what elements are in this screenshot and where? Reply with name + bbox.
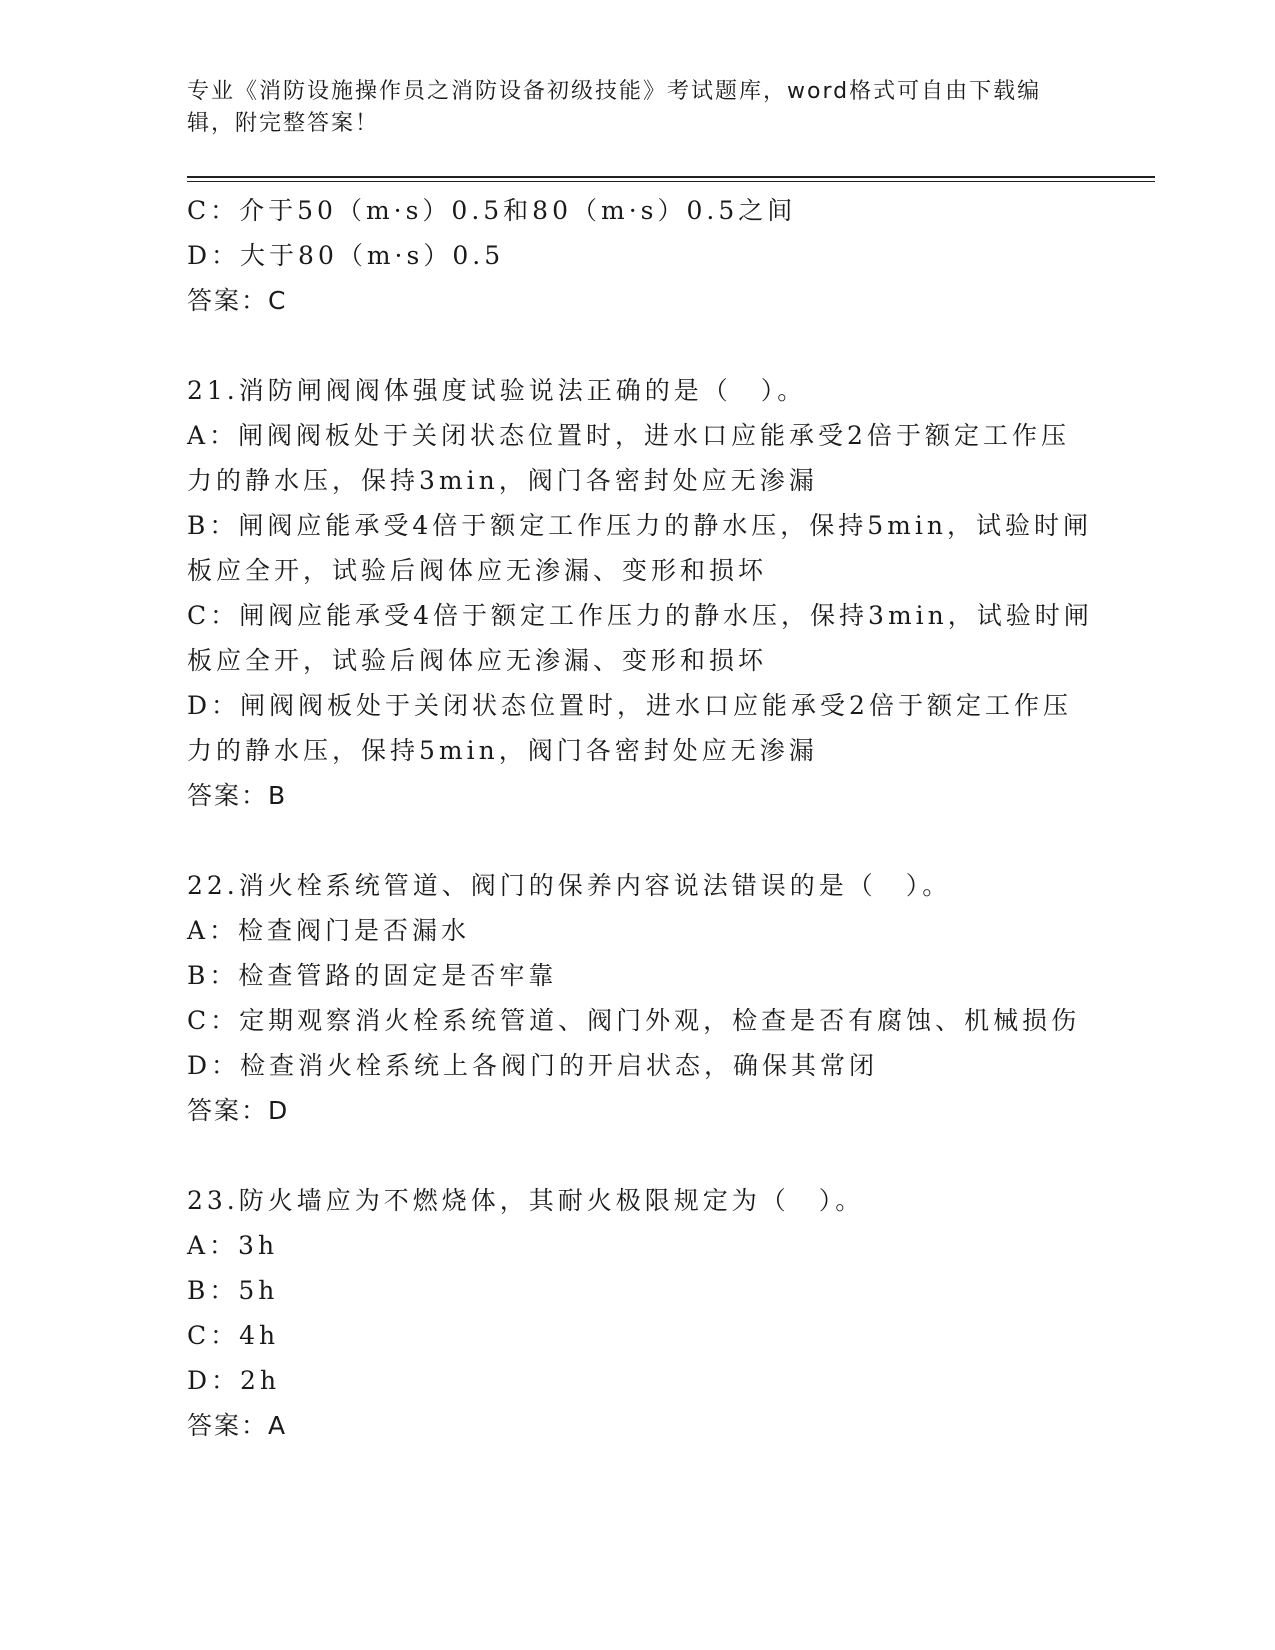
option-b: B：检查管路的固定是否牢靠 (187, 961, 558, 990)
answer-line: 答案：A (187, 1411, 288, 1440)
question-22 (187, 863, 1087, 1133)
spacer (187, 818, 1087, 863)
option-d-cont: 力的静水压，保持5min，阀门各密封处应无渗漏 (187, 736, 818, 765)
answer-line: 答案：C (187, 286, 288, 315)
option-b: B：闸阀应能承受4倍于额定工作压力的静水压，保持5min，试验时闸 (187, 511, 1092, 540)
spacer (187, 323, 1087, 368)
option-c: C：4h (187, 1321, 280, 1350)
document-header (187, 76, 1067, 140)
option-d: D：2h (187, 1366, 281, 1395)
question-23 (187, 1178, 1087, 1448)
option-c-cont: 板应全开，试验后阀体应无渗漏、变形和损坏 (187, 646, 768, 675)
header-line-1: 专业《消防设施操作员之消防设备初级技能》考试题库，word格式可自由下载编 (187, 79, 1042, 104)
question-stem: 23.防火墙应为不燃烧体，其耐火极限规定为（ ）。 (187, 1186, 865, 1215)
carryover-block (187, 188, 1087, 323)
option-c: C：定期观察消火栓系统管道、阀门外观，检查是否有腐蚀、机械损伤 (187, 1006, 1081, 1035)
header-line-2: 辑，附完整答案！ (187, 111, 380, 136)
question-stem: 22.消火栓系统管道、阀门的保养内容说法错误的是（ ）。 (187, 871, 952, 900)
header-rule-thick (187, 176, 1155, 178)
header-rule-thin (187, 181, 1155, 182)
question-stem: 21.消防闸阀阀体强度试验说法正确的是（ ）。 (187, 376, 807, 405)
option-d: D：大于80（m·s）0.5 (187, 241, 505, 270)
option-b: B：5h (187, 1276, 279, 1305)
question-list (187, 188, 1093, 1448)
option-d: D：检查消火栓系统上各阀门的开启状态，确保其常闭 (187, 1051, 879, 1080)
question-21 (187, 368, 1093, 818)
option-a: A：3h (187, 1231, 279, 1260)
option-c: C：介于50（m·s）0.5和80（m·s）0.5之间 (187, 196, 797, 225)
option-b-cont: 板应全开，试验后阀体应无渗漏、变形和损坏 (187, 556, 768, 585)
answer-line: 答案：D (187, 1096, 290, 1125)
spacer (187, 1133, 1087, 1178)
option-a: A：闸阀阀板处于关闭状态位置时，进水口应能承受2倍于额定工作压 (187, 421, 1070, 450)
option-d: D：闸阀阀板处于关闭状态位置时，进水口应能承受2倍于额定工作压 (187, 691, 1072, 720)
option-a-cont: 力的静水压，保持3min，阀门各密封处应无渗漏 (187, 466, 818, 495)
option-a: A：检查阀门是否漏水 (187, 916, 471, 945)
answer-line: 答案：B (187, 781, 288, 810)
option-c: C：闸阀应能承受4倍于额定工作压力的静水压，保持3min，试验时闸 (187, 601, 1093, 630)
